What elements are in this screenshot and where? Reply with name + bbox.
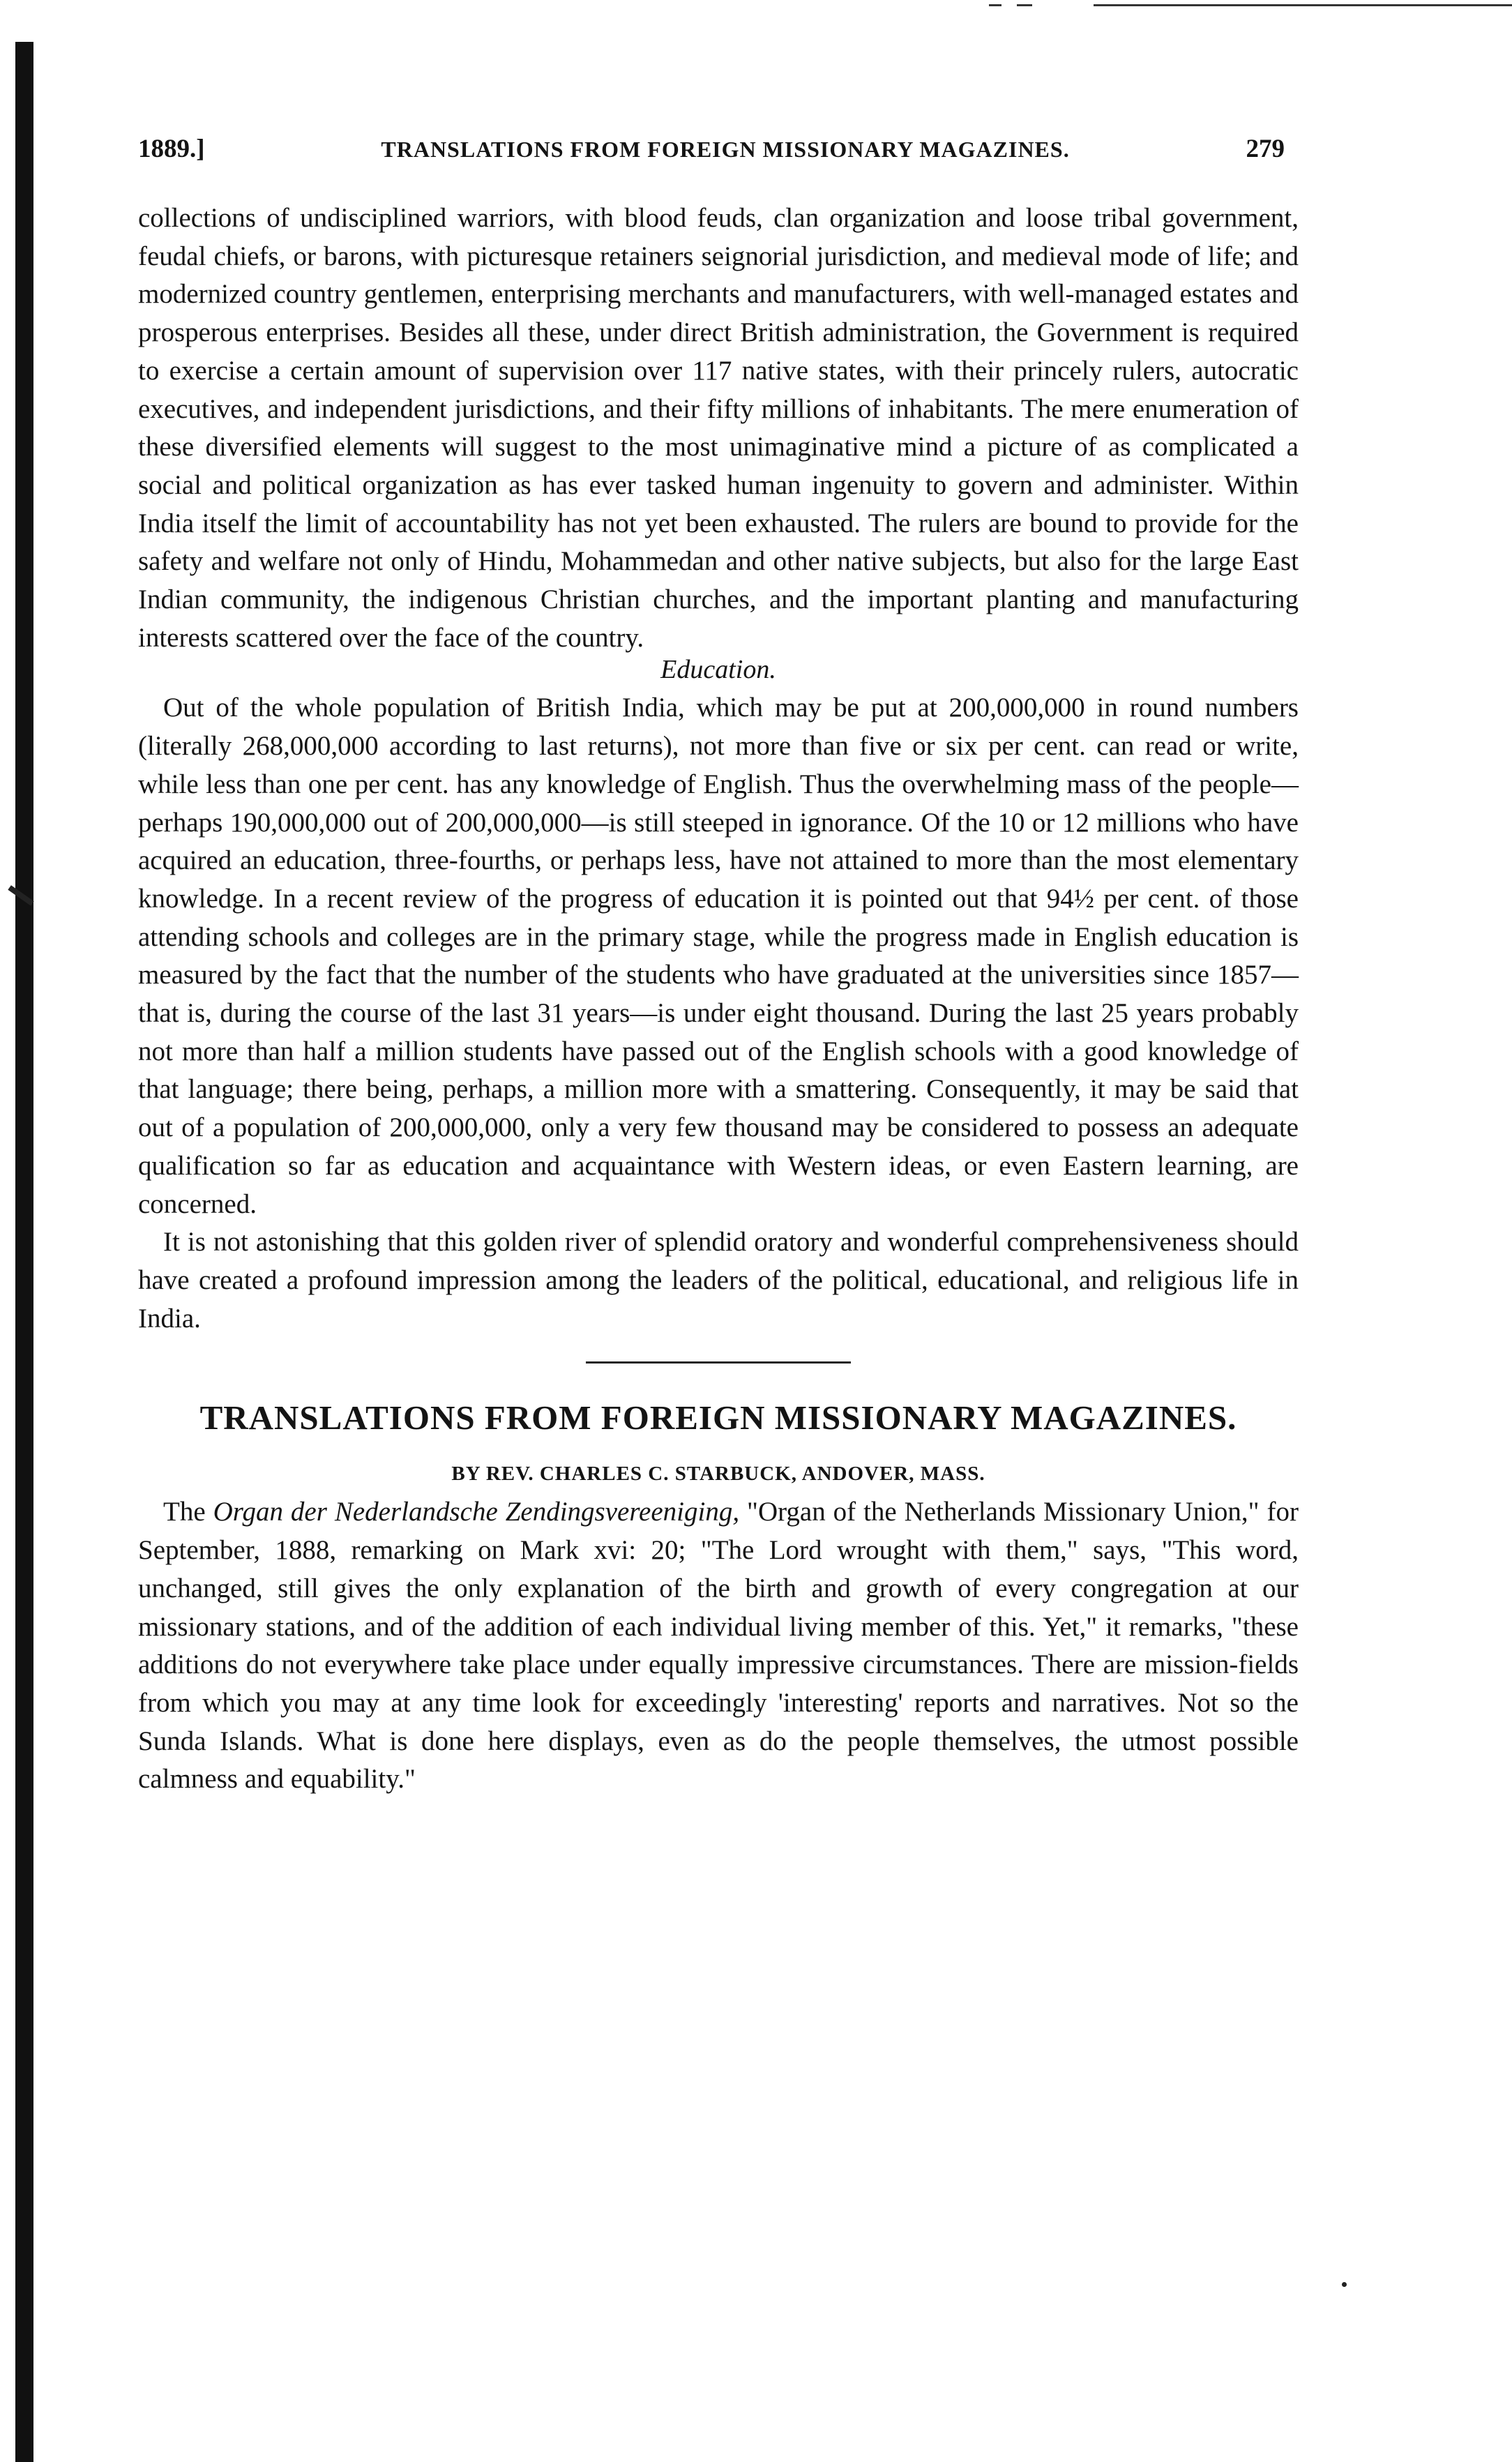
article-body-text: "Organ of the Netherlands Missionary Union," for September, 1888, remarking on Mark xvi: 20; "The Lord wrought with them," says, "This word, unchanged, still gives the only explanation of the birth and growth of every congregation at our missionary stations, and of the addition of each individual living member of this. Yet," it remarks, "these additions do not everywhere take place under equally impressive circumstances. There are mission-fields from which you may at any time look for exceedingly 'interesting' reports and narratives. Not so the Sunda Islands. What is done here displays, even as do the people themselves, the utmost possible calmness and equability." [138, 1497, 1299, 1795]
article-lead-text: The [163, 1497, 213, 1527]
article-paragraph-1 [138, 1493, 1299, 1799]
running-header [138, 134, 1299, 176]
magazine-name: Organ der Nederlandsche Zendingsvereeniging, [213, 1497, 740, 1527]
article-title: TRANSLATIONS FROM FOREIGN MISSIONARY MAGAZINES. [199, 1398, 1237, 1437]
binding-edge [15, 42, 33, 2462]
header-title: TRANSLATIONS FROM FOREIGN MISSIONARY MAGAZINES. [381, 137, 1070, 162]
header-year: 1889.] [138, 135, 205, 163]
section-heading-education: Education. [660, 655, 776, 685]
body-paragraph-2: Out of the whole population of British India, which may be put at 200,000,000 in round numbers (literally 268,000,000 according to last returns), not more than five or six per cent. can read or write, while less than one per cent. has any knowledge of English. Thus the overwhelming mass of the people—perhaps 190,000,000 out of 200,000,000—is still steeped in ignorance. Of the 10 or 12 millions who have acquired an education, three-fourths, or perhaps less, have not attained to more than the most elementary knowledge. In a recent review of the progress of education it is pointed out that 94½ per cent. of those attending schools and colleges are in the primary stage, while the progress made in English education is measured by the fact that the number of the students who have graduated at the universities since 1857—that is, during the course of the last 31 years—is under eight thousand. During the last 25 years probably not more than half a million students have passed out of the English schools with a good knowledge of that language; there being, perhaps, a million more with a smattering. Consequently, it may be said that out of a population of 200,000,000, only a very few thousand may be considered to possess an adequate qualification so far as education and acquaintance with Western ideas, or even Eastern learning, are concerned. [138, 693, 1299, 1219]
ink-speck [1342, 2282, 1347, 2287]
body-paragraph-1: collections of undisciplined warriors, with blood feuds, clan organization and loose tribal government, feudal chiefs, or barons, with picturesque retainers seignorial jurisdiction, and medieval mode of life; and modernized country gentlemen, enterprising merchants and manufacturers, with well-managed estates and prosperous enterprises. Besides all these, under direct British administration, the Government is required to exercise a certain amount of supervision over 117 native states, with their princely rulers, autocratic executives, and independent jurisdictions, and their fifty millions of inhabitants. The mere enumeration of these diversified elements will suggest to the most unimaginative mind a picture of as complicated a social and political organization as has ever tasked human ingenuity to govern and administer. Within India itself the limit of accountability has not yet been exhausted. The rulers are bound to provide for the safety and welfare not only of Hindu, Mohammedan and other native subjects, but also for the large East Indian community, the indigenous Christian churches, and the important planting and manufacturing interests scattered over the face of the country. [138, 203, 1299, 653]
article-byline: BY REV. CHARLES C. STARBUCK, ANDOVER, MASS. [451, 1463, 985, 1486]
page-content [138, 134, 1299, 1799]
body-paragraph-3: It is not astonishing that this golden river of splendid oratory and wonderful comprehensiveness should have created a profound impression among the leaders of the political, educational, and religious life in India. [138, 1227, 1299, 1334]
section-divider [586, 1361, 851, 1364]
page-number: 279 [1246, 135, 1285, 163]
scan-marks [989, 4, 1512, 10]
